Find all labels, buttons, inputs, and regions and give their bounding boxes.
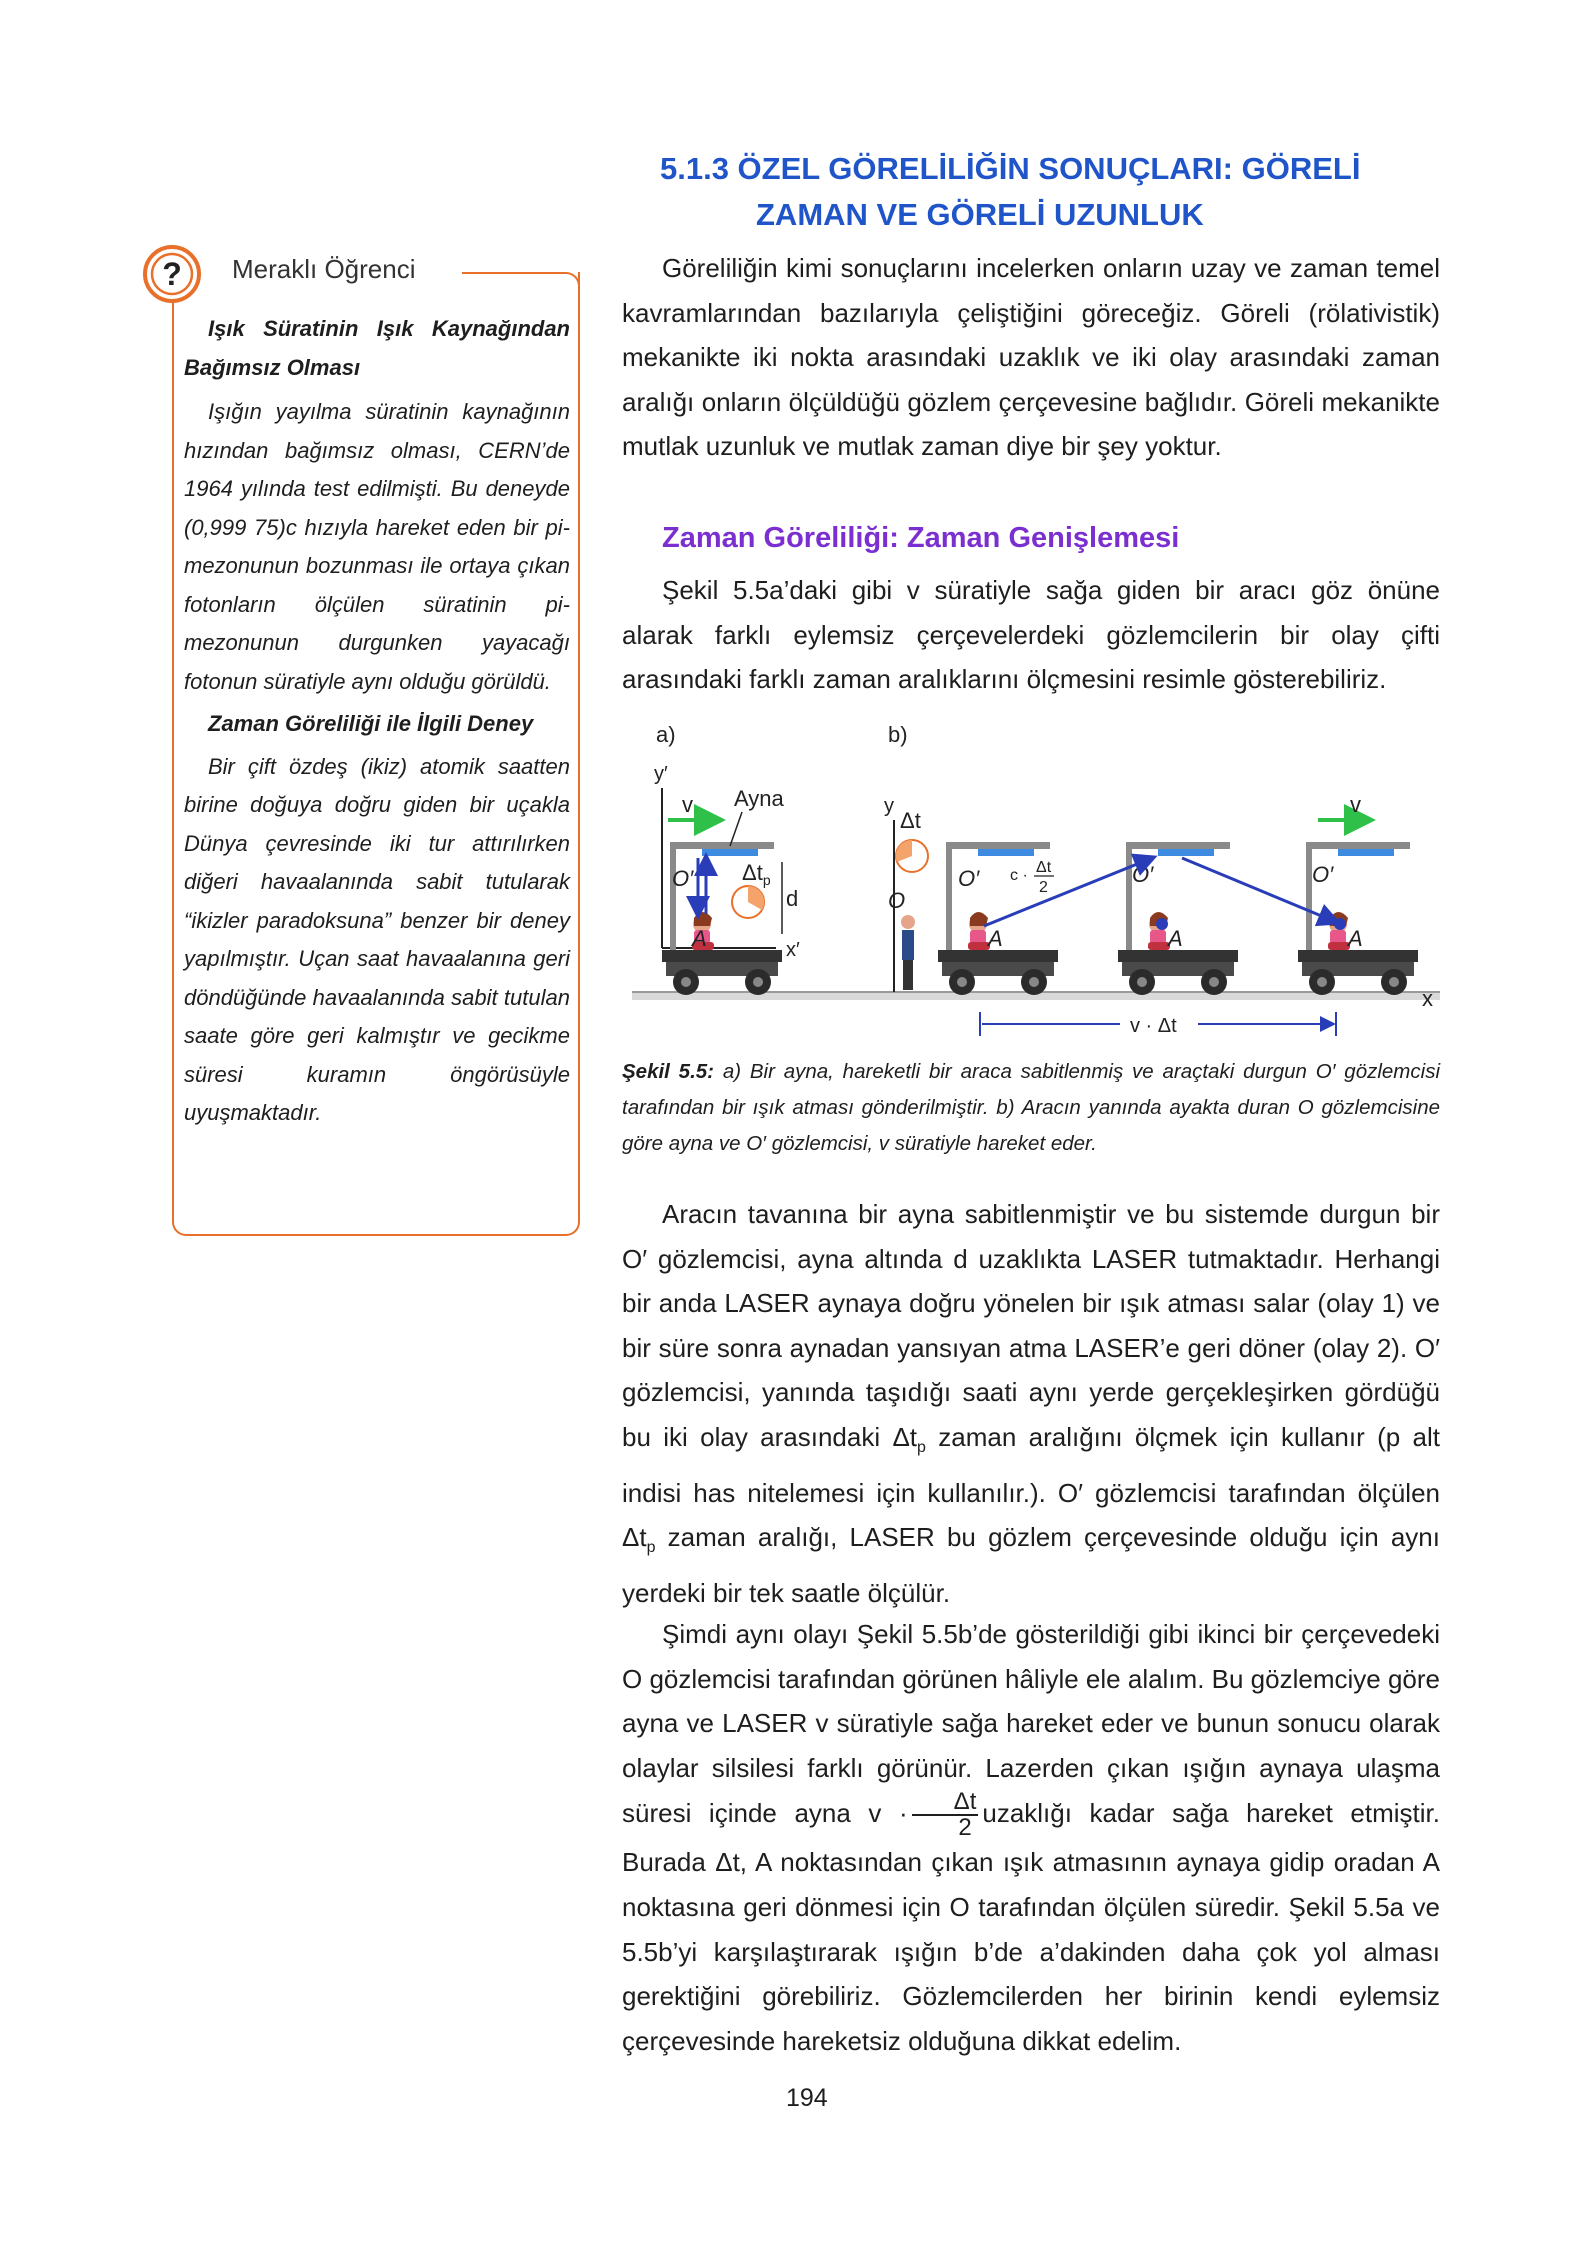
mirror-label: Ayna	[734, 786, 784, 811]
observer-o-head	[901, 915, 915, 929]
sidebar-title: Meraklı Öğrenci	[232, 254, 416, 284]
observer-o-prime-b2: O′	[1132, 862, 1154, 887]
point-a-b3: A	[1348, 926, 1363, 951]
para1-block	[622, 568, 1440, 702]
observer-o-prime-a: O′	[672, 866, 694, 891]
sidebar-heading-2: Zaman Göreliliği ile İlgili Deney	[208, 711, 534, 736]
fraction-numerator: Δt	[912, 1790, 979, 1816]
sidebar-top-border	[462, 272, 580, 288]
paragraph-1: Şekil 5.5a’daki gibi v süratiyle sağa giden bir aracı göz önüne alarak farklı eylemsiz çerçevelerdeki gözlemcilerin bir olay çifti arasındaki farklı zaman aralıklarını ölçmesini resimle gösterebiliriz.	[622, 575, 1440, 695]
sidebar-text-2: Bir çift özdeş (ikiz) atomik saatten birine doğuya doğru giden bir uçakla Dünya çevresinde iki tur attırılırken diğeri havaalanında sabit tutularak “ikizler paradoksuna” benzer bir deney yapılmıştır. Uçan saat havaalanına geri döndüğünde havaalanında sabit tutulan saate göre geri kalmıştır ve gecikme süresi kuramın öngörüsüyle uyuşmaktadır.	[184, 753, 570, 1125]
section-heading	[660, 146, 1460, 238]
velocity-label-a: v	[682, 792, 693, 817]
laser-dot-b2	[1156, 918, 1168, 930]
frac-num-fig: Δt	[1036, 859, 1052, 876]
para2-part-b: zaman aralığını ölçmek için kullanır (p alt indisi has nitelemesi için kullanılır.). O′ gözlemcisi tarafından ölçülen Δt	[622, 1421, 1440, 1553]
figure-5-5	[622, 716, 1440, 1052]
mirror-pointer	[730, 812, 742, 846]
heading-line-2: ZAMAN VE GÖRELİ UZUNLUK	[756, 197, 1204, 232]
distance-d: d	[786, 886, 799, 911]
para2-part-a: Aracın tavanına bir ayna sabitlenmiştir ve bu sistemde durgun bir O′ gözlemcisi, ayna altında d uzaklıkta LASER tutmaktadır. Herhangi bir anda LASER aynaya doğru yönelen bir ışık atması salar (olay 1) ve bir süre sonra aynadan yansıyan atma LASER’e geri döner (olay 2). O′ gözlemcisi, yanında taşıdığı saati aynı yerde gerçekleşirken gördüğü bu iki olay arasındaki Δt	[622, 1199, 1440, 1452]
subheading: Zaman Göreliliği: Zaman Genişlemesi	[662, 522, 1180, 554]
badge-glyph: ?	[162, 256, 182, 292]
point-a-b2: A	[1168, 926, 1183, 951]
heading-line-1: 5.1.3 ÖZEL GÖRELİLİĞİN SONUÇLARI: GÖRELİ	[660, 151, 1361, 186]
dt-p-label: $\Delta t_p$	[742, 860, 771, 888]
fraction-denominator: 2	[958, 1814, 972, 1842]
para3-part-b: uzaklığı kadar sağa hareket etmiştir. Burada Δt, A noktasından çıkan ışık atmasının aynaya gidip oradan A noktasına geri dönmesi için O tarafından ölçülen süredir. Şekil 5.5a ve 5.5b’yi karşılaştırarak ışığın b’de a’dakinden daha çok yol alması gerektiğini görebiliriz. Gözlemcilerden her birinin kendi eylemsiz çerçevesinde hareketsiz olduğuna dikkat edelim.	[622, 1798, 1440, 2056]
observer-o-legs	[903, 960, 913, 990]
caption-text: a) Bir ayna, hareketli bir araca sabitlenmiş ve araçtaki durgun O′ gözlemcisi tarafından bir ışık atması gönderilmiştir. b) Aracın yanında ayakta duran O gözlemcisine göre ayna ve O′ gözlemcisi, v süratiyle hareket eder.	[622, 1060, 1440, 1155]
figure-caption	[622, 1054, 1440, 1162]
dt-label-clock: Δt	[900, 808, 921, 833]
inline-fraction	[912, 1790, 979, 1840]
axis-y-prime: y′	[654, 763, 668, 785]
caption-label: Şekil 5.5:	[622, 1060, 715, 1083]
observer-o-body	[902, 930, 914, 960]
para2-subscript-1: p	[917, 1438, 926, 1456]
page-number: 194	[786, 2084, 828, 2112]
sidebar-heading-1: Işık Süratinin Işık Kaynağından Bağımsız Olması	[184, 316, 570, 380]
cart-a	[662, 842, 782, 995]
question-badge-icon	[142, 244, 202, 304]
label-b: b)	[888, 722, 908, 747]
observer-o-prime-b3: O′	[1312, 862, 1334, 887]
axis-y: y	[884, 795, 894, 817]
frac-den-fig: 2	[1039, 879, 1048, 896]
sidebar-text-1: Işığın yayılma süratinin kaynağının hızından bağımsız olması, CERN’de 1964 yılında test edilmişti. Bu deneyde (0,999 75)c hızıyla hareket eden bir pi-mezonunun bozunması ile ortaya çıkan fotonların ölçülen süratinin pi-mezonunun durgunken yayacağı fotonun süratiyle aynı olduğu görüldü.	[184, 399, 570, 694]
point-a-a: A	[692, 926, 707, 951]
observer-o-prime-b1: O′	[958, 866, 980, 891]
intro-paragraph: Göreliliğin kimi sonuçlarını incelerken onların uzay ve zaman temel kavramlarından bazılarıyla çeliştiğini göreceğiz. Göreli (rölativistik) mekanikte iki nokta arasındaki uzaklık ve iki olay arasındaki zaman aralığı onların ölçüldüğü gözlem çerçevesine bağlıdır. Göreli mekanikte mutlak uzunluk ve mutlak zaman diye bir şey yoktur.	[622, 253, 1440, 462]
para2-subscript-2: p	[646, 1539, 656, 1557]
paragraph-2	[622, 1192, 1440, 1615]
axis-x-prime: x′	[786, 939, 800, 961]
para3-part-a: Şimdi aynı olayı Şekil 5.5b’de gösterildiği gibi ikinci bir çerçevedeki O gözlemcisi tarafından görünen hâliyle ele alalım. Bu gözlemciye göre ayna ve LASER v süratiyle sağa hareket eder ve bunun sonucu olarak olaylar silsilesi farklı görünür. Lazerden çıkan ışığın aynaya ulaşma süresi içinde ayna v ·	[622, 1619, 1440, 1829]
para3-block	[622, 1612, 1440, 2063]
paragraph-3	[622, 1612, 1440, 2063]
point-a-b1: A	[988, 926, 1003, 951]
vdt-label: v · Δt	[1130, 1015, 1177, 1037]
observer-o: O	[888, 888, 906, 913]
para2-part-c: zaman aralığı, LASER bu gözlem çerçevesinde olduğu için aynı yerdeki bir tek saatle ölçülür.	[622, 1522, 1440, 1608]
laser-dot-b3	[1334, 918, 1346, 930]
velocity-label-b: v	[1350, 792, 1361, 817]
label-a: a)	[656, 722, 676, 747]
para2-block	[622, 1192, 1440, 1615]
intro-block	[622, 246, 1440, 469]
axis-x: x	[1422, 986, 1433, 1011]
c-dot-label: c ·	[1010, 867, 1028, 884]
sidebar-content	[184, 310, 570, 1133]
